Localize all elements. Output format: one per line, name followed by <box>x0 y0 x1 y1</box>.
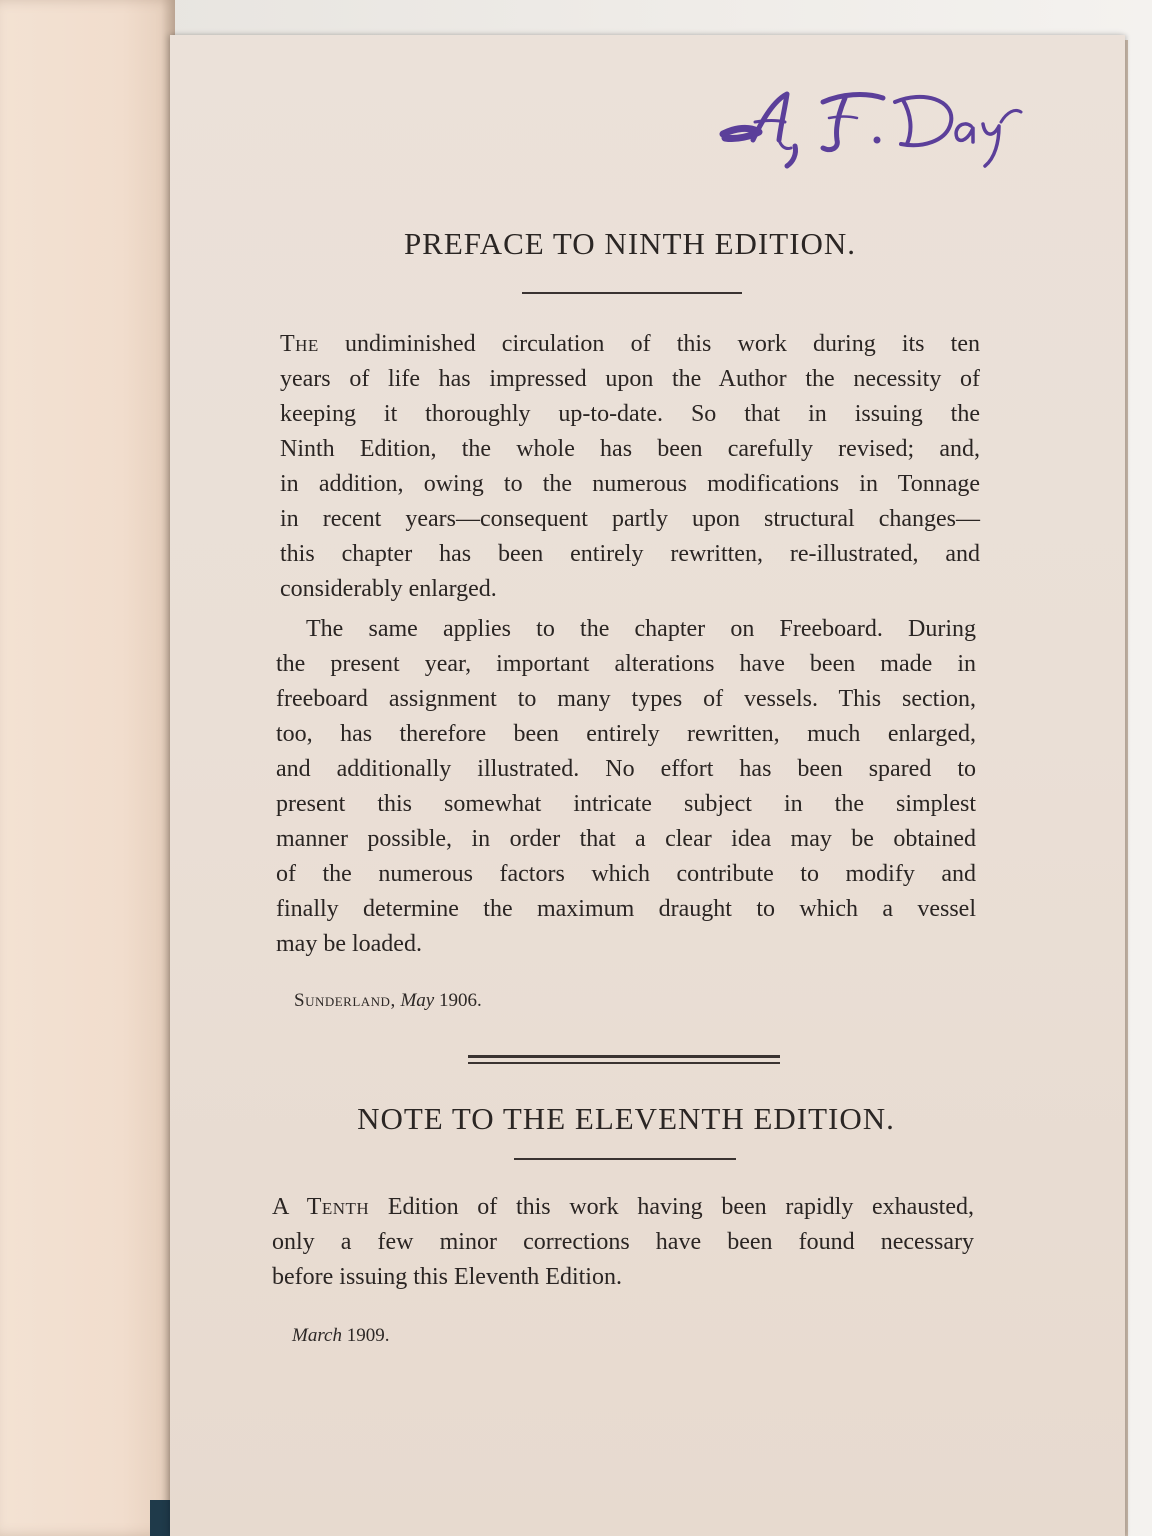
note-signature-month: March <box>292 1325 342 1346</box>
preface-paragraph-2-line-6: present this somewhat intricate subject in the simplest <box>276 791 976 817</box>
section-separator-top <box>468 1055 780 1058</box>
preface-paragraph-2-line-8: of the numerous factors which contribute to modify and <box>276 861 976 887</box>
preface-paragraph-1-line <box>280 327 980 362</box>
preface-paragraph-2-line-4: too, has therefore been entirely rewritten, much enlarged, <box>276 721 976 747</box>
preface-paragraph-1-line-7: this chapter has been entirely rewritten, re-illustrated, and <box>280 541 980 567</box>
note-signature <box>292 1325 389 1347</box>
preface-title-rule <box>522 292 742 294</box>
preface-paragraph-1-line-8: considerably enlarged. <box>280 576 497 602</box>
note-title-rule <box>514 1158 736 1160</box>
preface-paragraph-2-line-3: freeboard assignment to many types of vessels. This section, <box>276 686 976 712</box>
note-paragraph-lead-a: A <box>272 1194 289 1220</box>
left-page <box>0 0 175 1536</box>
preface-paragraph-2-line-1: The same applies to the chapter on Freeboard. During <box>306 616 976 642</box>
preface-signature-month: May <box>400 990 435 1011</box>
preface-paragraph-2-line-2: the present year, important alterations have been made in <box>276 651 976 677</box>
preface-paragraph-1-line-5: in addition, owing to the numerous modifications in Tonnage <box>280 471 980 497</box>
note-paragraph <box>272 1190 974 1295</box>
note-title: NOTE TO THE ELEVENTH EDITION. <box>357 1101 895 1136</box>
note-signature-year: 1909. <box>346 1325 390 1346</box>
preface-title: PREFACE TO NINTH EDITION. <box>403 226 857 261</box>
preface-paragraph-1-lead: The <box>280 331 319 357</box>
preface-paragraph-2-line-10: may be loaded. <box>276 931 422 957</box>
preface-signature-year: 1906. <box>438 990 482 1011</box>
preface-paragraph-1-line-1: undiminished circulation of this work during its ten <box>318 331 980 357</box>
note-paragraph-line-1 <box>272 1190 974 1225</box>
preface-paragraph-1-line-4: Ninth Edition, the whole has been carefully revised; and, <box>280 436 980 462</box>
preface-paragraph-2 <box>276 612 976 962</box>
preface-signature-place: Sunderland, <box>294 990 396 1011</box>
ownership-stamp <box>715 82 1035 182</box>
stamp-signature-icon <box>715 82 1035 182</box>
preface-paragraph-1 <box>280 327 980 607</box>
preface-paragraph-2-line-9: finally determine the maximum draught to which a vessel <box>276 896 976 922</box>
section-separator-bottom <box>468 1062 780 1064</box>
preface-paragraph-2-line-5: and additionally illustrated. No effort has been spared to <box>276 756 976 782</box>
note-paragraph-line-3: before issuing this Eleventh Edition. <box>272 1264 622 1290</box>
book-binding <box>150 1500 172 1536</box>
preface-paragraph-2-line-7: manner possible, in order that a clear idea may be obtained <box>276 826 976 852</box>
preface-paragraph-1-line-6: in recent years—consequent partly upon structural changes— <box>280 506 980 532</box>
preface-paragraph-1-line-2: years of life has impressed upon the Author the necessity of <box>280 366 980 392</box>
note-paragraph-line-1-text: Edition of this work having been rapidly exhausted, <box>369 1194 974 1220</box>
preface-paragraph-1-line-3: keeping it thoroughly up-to-date. So that in issuing the <box>280 401 980 427</box>
note-paragraph-line-2: only a few minor corrections have been found necessary <box>272 1229 974 1255</box>
preface-signature <box>294 990 482 1012</box>
note-paragraph-lead-b: Tenth <box>306 1194 370 1220</box>
